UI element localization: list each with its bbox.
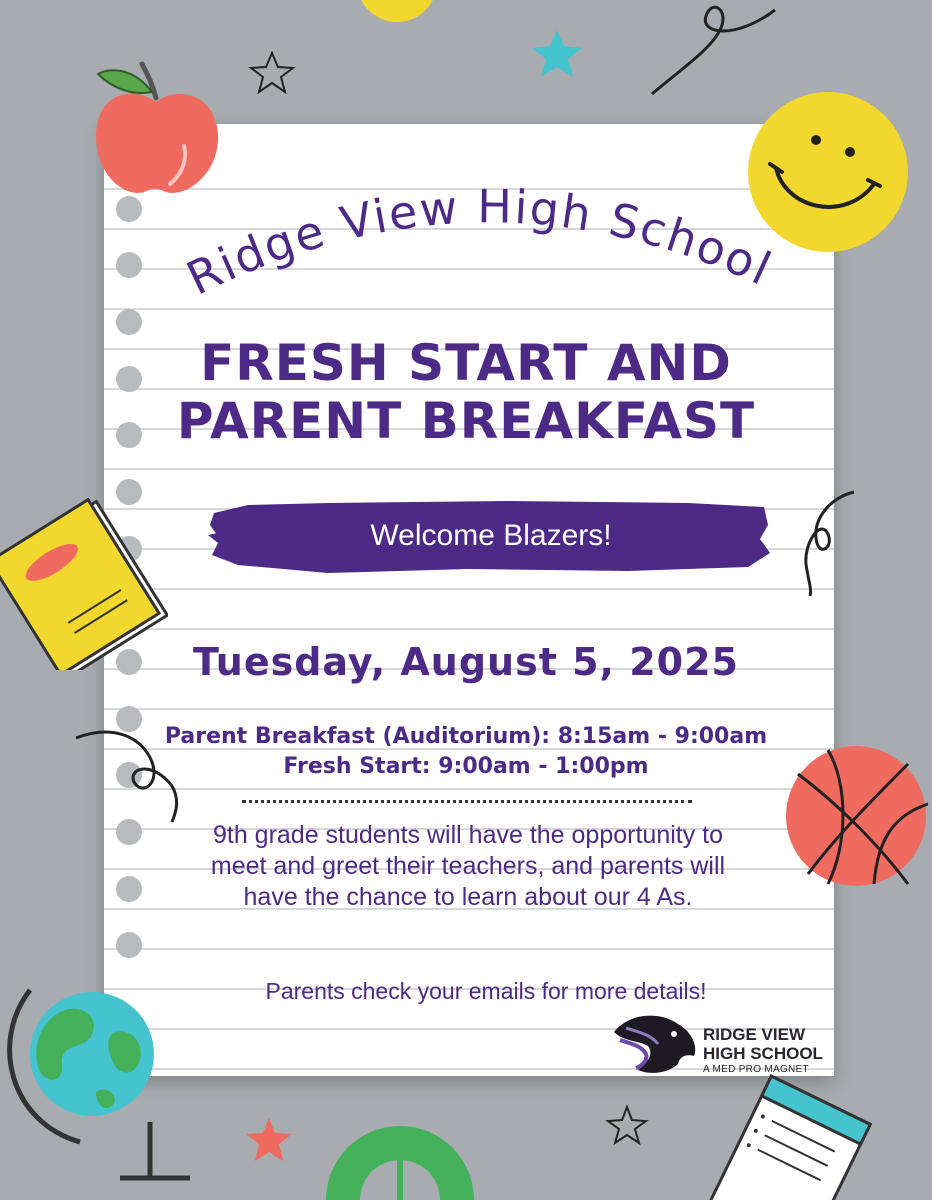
punch-hole [116,309,142,335]
squiggle-decoration [640,0,780,100]
logo-line2: HIGH SCHOOL [703,1044,823,1063]
apple-icon [92,58,224,202]
event-date: Tuesday, August 5, 2025 [193,640,739,684]
fresh-start-schedule: Fresh Start: 9:00am - 1:00pm [283,754,649,779]
star-outline-icon [248,50,296,96]
school-name-text: Ridge View High School [178,179,781,306]
welcome-banner-text: Welcome Blazers! [370,519,612,552]
protractor-icon [320,1112,480,1200]
book-icon [0,490,168,670]
punch-hole [116,876,142,902]
basketball-icon [778,744,932,890]
headline-line2: PARENT BREAKFAST [176,392,756,450]
logo-line1: RIDGE VIEW [703,1025,806,1044]
event-description: 9th grade students will have the opportunity to meet and greet their teachers, and parents will have the chance to learn about our 4 As. [210,821,726,911]
squiggle-decoration [72,726,182,826]
horse-mascot-icon [608,1010,700,1078]
notepad-icon [700,1062,880,1200]
yellow-circle-decoration [355,0,439,30]
email-note: Parents check your emails for more details! [265,978,707,1004]
svg-text:Ridge View High School [179,179,781,305]
pink-star-icon [244,1116,294,1164]
school-name-arc [140,170,820,330]
logo-line3: A MED PRO MAGNET [703,1064,809,1075]
headline-line1: FRESH START AND [200,334,732,392]
punch-hole [116,252,142,278]
squiggle-decoration [800,488,860,598]
smiley-face-icon [746,90,910,254]
dotted-divider [242,800,692,803]
punch-hole [116,932,142,958]
teal-star-icon [530,28,584,80]
breakfast-schedule: Parent Breakfast (Auditorium): 8:15am - 9:00am [164,724,768,749]
star-outline-icon [604,1104,650,1148]
globe-icon [0,972,190,1200]
